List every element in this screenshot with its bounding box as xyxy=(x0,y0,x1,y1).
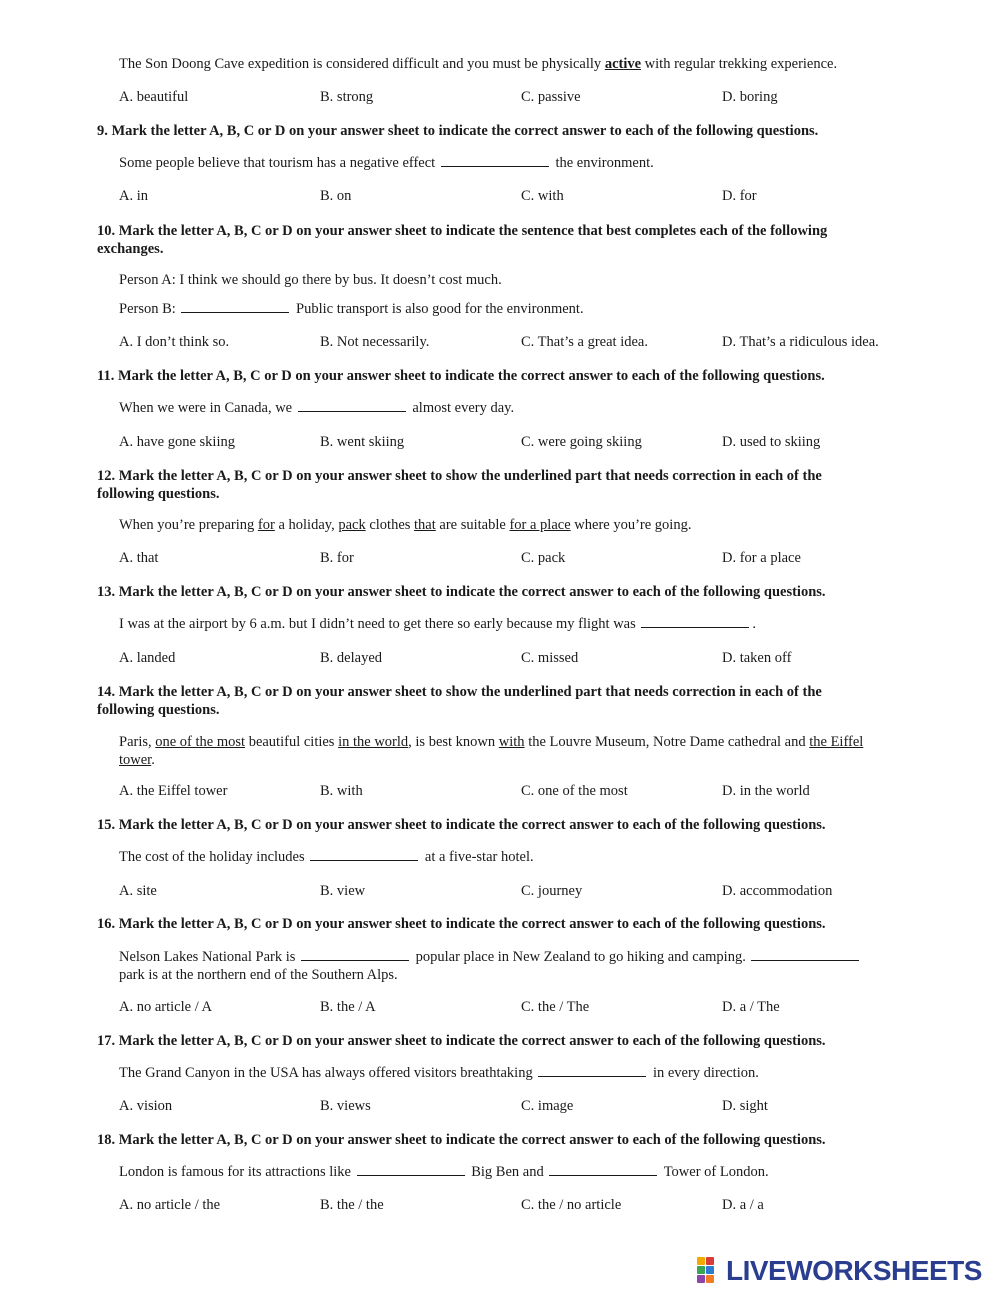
answer-blank[interactable] xyxy=(751,949,859,961)
liveworksheets-logo-icon xyxy=(697,1257,723,1283)
question-18-stem: London is famous for its attractions like Big Ben and Tower of London. xyxy=(119,1164,769,1180)
q14-option-a[interactable]: A. the Eiffel tower xyxy=(119,783,228,799)
q17-option-c[interactable]: C. image xyxy=(521,1098,574,1114)
q13-option-c[interactable]: C. missed xyxy=(521,650,579,666)
answer-blank[interactable] xyxy=(441,155,549,167)
q17-option-d[interactable]: D. sight xyxy=(722,1098,768,1114)
q12-option-c[interactable]: C. pack xyxy=(521,550,566,566)
question-14-instruction: 14. Mark the letter A, B, C or D on your answer sheet to show the underlined part that needs correction in each of the following questions. xyxy=(97,684,822,718)
q13-option-a[interactable]: A. landed xyxy=(119,650,176,666)
question-9-instruction: 9. Mark the letter A, B, C or D on your answer sheet to indicate the correct answer to each of the following questions. xyxy=(97,123,819,139)
q15-option-a[interactable]: A. site xyxy=(119,883,157,899)
q8-option-c[interactable]: C. passive xyxy=(521,89,581,105)
q16-option-b[interactable]: B. the / A xyxy=(320,999,376,1015)
q16-option-c[interactable]: C. the / The xyxy=(521,999,590,1015)
q14-option-c[interactable]: C. one of the most xyxy=(521,783,628,799)
q13-option-d[interactable]: D. taken off xyxy=(722,650,792,666)
q13-option-b[interactable]: B. delayed xyxy=(320,650,383,666)
q8-option-b[interactable]: B. strong xyxy=(320,89,374,105)
q11-option-d[interactable]: D. used to skiing xyxy=(722,434,821,450)
liveworksheets-logo-text: LIVEWORKSHEETS xyxy=(726,1255,982,1286)
question-15-instruction: 15. Mark the letter A, B, C or D on your answer sheet to indicate the correct answer to each of the following questions. xyxy=(97,817,826,833)
q8-option-a[interactable]: A. beautiful xyxy=(119,89,189,105)
q16-option-a[interactable]: A. no article / A xyxy=(119,999,213,1015)
answer-blank[interactable] xyxy=(357,1164,465,1176)
q18-option-c[interactable]: C. the / no article xyxy=(521,1197,622,1213)
question-13-instruction: 13. Mark the letter A, B, C or D on your answer sheet to indicate the correct answer to each of the following questions. xyxy=(97,584,826,600)
q18-option-a[interactable]: A. no article / the xyxy=(119,1197,221,1213)
q12-option-a[interactable]: A. that xyxy=(119,550,159,566)
question-10-instruction: 10. Mark the letter A, B, C or D on your answer sheet to indicate the sentence that best completes each of the following exchanges. xyxy=(97,223,828,257)
q10-option-b[interactable]: B. Not necessarily. xyxy=(320,334,430,350)
q14-option-d[interactable]: D. in the world xyxy=(722,783,810,799)
answer-blank[interactable] xyxy=(301,949,409,961)
answer-blank[interactable] xyxy=(549,1164,657,1176)
question-9-stem: Some people believe that tourism has a negative effect the environment. xyxy=(119,155,654,171)
q12-option-b[interactable]: B. for xyxy=(320,550,354,566)
question-18-instruction: 18. Mark the letter A, B, C or D on your answer sheet to indicate the correct answer to each of the following questions. xyxy=(97,1132,826,1148)
question-17-stem: The Grand Canyon in the USA has always offered visitors breathtaking in every direction. xyxy=(119,1065,759,1081)
q10-option-c[interactable]: C. That’s a great idea. xyxy=(521,334,648,350)
q16-option-d[interactable]: D. a / The xyxy=(722,999,780,1015)
q11-option-b[interactable]: B. went skiing xyxy=(320,434,405,450)
question-17-instruction: 17. Mark the letter A, B, C or D on your answer sheet to indicate the correct answer to each of the following questions. xyxy=(97,1033,826,1049)
q15-option-d[interactable]: D. accommodation xyxy=(722,883,833,899)
question-14-stem: Paris, one of the most beautiful cities in the world, is best known with the Louvre Museum, Notre Dame cathedral and the Eiffel tower. xyxy=(119,734,864,768)
q9-option-b[interactable]: B. on xyxy=(320,188,352,204)
q17-option-b[interactable]: B. views xyxy=(320,1098,371,1114)
question-11-stem: When we were in Canada, we almost every day. xyxy=(119,400,515,416)
q9-option-c[interactable]: C. with xyxy=(521,188,564,204)
answer-blank[interactable] xyxy=(641,616,749,628)
q14-option-b[interactable]: B. with xyxy=(320,783,363,799)
question-16-instruction: 16. Mark the letter A, B, C or D on your answer sheet to indicate the correct answer to each of the following questions. xyxy=(97,916,826,932)
q9-option-d[interactable]: D. for xyxy=(722,188,757,204)
q18-option-b[interactable]: B. the / the xyxy=(320,1197,384,1213)
q11-option-a[interactable]: A. have gone skiing xyxy=(119,434,235,450)
q8-option-d[interactable]: D. boring xyxy=(722,89,778,105)
question-8-stem: The Son Doong Cave expedition is considered difficult and you must be physically active with regular trekking experience. xyxy=(119,56,838,72)
keyword-active: active xyxy=(604,56,642,72)
q18-option-d[interactable]: D. a / a xyxy=(722,1197,764,1213)
q12-option-d[interactable]: D. for a place xyxy=(722,550,801,566)
answer-blank[interactable] xyxy=(298,400,406,412)
q15-option-c[interactable]: C. journey xyxy=(521,883,583,899)
q15-option-b[interactable]: B. view xyxy=(320,883,366,899)
question-10-person-b: Person B: Public transport is also good for the environment. xyxy=(119,301,584,317)
question-13-stem: I was at the airport by 6 a.m. but I didn’t need to get there so early because my flight was . xyxy=(119,616,756,632)
answer-blank[interactable] xyxy=(181,301,289,313)
question-10-person-a: Person A: I think we should go there by bus. It doesn’t cost much. xyxy=(119,272,502,288)
q9-option-a[interactable]: A. in xyxy=(119,188,148,204)
liveworksheets-logo xyxy=(697,1253,995,1287)
q10-option-d[interactable]: D. That’s a ridiculous idea. xyxy=(722,334,879,350)
q10-option-a[interactable]: A. I don’t think so. xyxy=(119,334,230,350)
question-16-stem: Nelson Lakes National Park is popular place in New Zealand to go hiking and camping. park is at the northern end of the Southern Alps. xyxy=(119,948,889,984)
question-11-instruction: 11. Mark the letter A, B, C or D on your answer sheet to indicate the correct answer to each of the following questions. xyxy=(97,368,825,384)
question-15-stem: The cost of the holiday includes at a five-star hotel. xyxy=(119,849,534,865)
answer-blank[interactable] xyxy=(538,1065,646,1077)
q17-option-a[interactable]: A. vision xyxy=(119,1098,173,1114)
question-12-stem: When you’re preparing for a holiday, pack clothes that are suitable for a place where you’re going. xyxy=(119,517,692,533)
answer-blank[interactable] xyxy=(310,849,418,861)
q11-option-c[interactable]: C. were going skiing xyxy=(521,434,642,450)
question-12-instruction: 12. Mark the letter A, B, C or D on your answer sheet to show the underlined part that needs correction in each of the following questions. xyxy=(97,468,822,502)
